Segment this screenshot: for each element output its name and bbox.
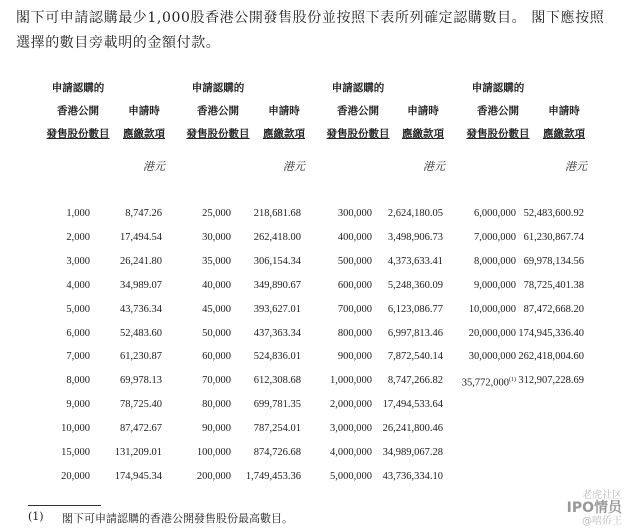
amount-cell: 262,418,004.60 [518,351,584,363]
amount-cell: 306,154.34 [253,255,301,267]
shares-cell: 500,000 [337,255,372,267]
shares-cell: 9,000 [66,399,90,411]
amount-cell: 349,890.67 [253,279,301,291]
shares-column-2 [180,202,231,489]
amount-cell: 2,624,180.05 [387,208,443,219]
shares-column-1 [40,202,90,489]
shares-cell: 600,000 [337,279,372,291]
amount-cell: 34,989,067.28 [382,447,443,459]
header-shares-1: 申請認購的 香港公開 發售股份數目 [46,82,110,140]
amount-cell: 52,483.60 [120,327,162,339]
amount-cell: 69,978,134.56 [523,255,584,267]
shares-cell: 100,000 [196,447,231,459]
shares-column-4 [450,202,516,396]
shares-cell: 3,000 [66,255,90,267]
amount-cell: 87,472.67 [120,423,162,435]
shares-cell: 6,000,000 [474,208,516,219]
amount-cell: 78,725,401.38 [523,279,584,291]
amount-cell: 262,418.00 [253,231,301,243]
shares-cell: 35,772,000$^{(1)}$ [461,377,516,389]
shares-cell: 9,000,000 [474,279,516,291]
shares-cell: 10,000 [61,423,90,435]
shares-cell: 5,000,000 [330,470,372,482]
shares-cell: 1,000,000 [330,375,372,387]
amount-cell: 787,254.01 [253,423,301,435]
amount-cell: 34,989.07 [120,279,162,291]
amount-cell: 874,726.68 [253,447,301,459]
unit-label-1: 港元 [143,160,165,173]
amount-cell: 26,241.80 [120,255,162,267]
amount-cell: 61,230.87 [120,351,162,363]
amount-cell: 4,373,633.41 [387,255,443,267]
header-amount-1: 申請時 應繳款項 [123,105,165,140]
amount-cell: 312,907,228.69 [518,375,584,387]
shares-cell: 15,000 [61,447,90,459]
amount-cell: 612,308.68 [253,375,301,387]
amount-cell: 26,241,800.46 [382,423,443,435]
shares-cell: 4,000,000 [330,447,372,459]
amount-cell: 524,836.01 [253,351,301,363]
watermark-line3: @嘻侨王 [582,516,622,527]
shares-cell: 1,000 [66,208,90,219]
shares-column-3 [316,202,372,489]
shares-cell: 8,000 [66,375,90,387]
amount-cell: 6,123,086.77 [387,303,443,315]
shares-cell: 30,000 [202,231,231,243]
shares-cell: 5,000 [66,303,90,315]
shares-cell: 20,000,000 [468,327,516,339]
header-amount-2: 申請時 應繳款項 [263,105,305,140]
shares-cell: 7,000,000 [474,231,516,243]
amount-cell: 69,978.13 [120,375,162,387]
shares-cell: 200,000 [196,470,231,482]
amount-column-1 [100,202,162,489]
header-amount-3: 申請時 應繳款項 [402,105,444,140]
watermark [567,489,622,528]
amount-column-2 [236,202,301,489]
shares-cell: 60,000 [202,351,231,363]
footnote-ref: (1) [509,377,516,384]
shares-cell: 90,000 [202,423,231,435]
shares-cell: 4,000 [66,279,90,291]
footnote-text: 閣下可申請認購的香港公開發售股份最高數目。 [62,512,293,525]
amount-cell: 3,498,906.73 [387,231,443,243]
amount-cell: 1,749,453.36 [245,470,301,482]
amount-cell: 61,230,867.74 [523,231,584,243]
shares-cell: 8,000,000 [474,255,516,267]
shares-cell: 30,000,000 [468,351,516,363]
amount-cell: 5,248,360.09 [387,279,443,291]
shares-cell: 50,000 [202,327,231,339]
amount-cell: 393,627.01 [253,303,301,315]
amount-cell: 78,725.40 [120,399,162,411]
amount-column-4 [516,202,584,393]
amount-cell: 52,483,600.92 [523,208,584,219]
shares-cell: 80,000 [202,399,231,411]
watermark-line1: 老虎社区 [582,490,622,501]
unit-label-2: 港元 [283,160,305,173]
header-amount-4: 申請時 應繳款項 [543,105,585,140]
amount-column-3 [374,202,443,489]
amount-cell: 87,472,668.20 [523,303,584,315]
amount-cell: 699,781.35 [253,399,301,411]
amount-cell: 174,945.34 [114,470,162,482]
shares-cell: 20,000 [61,470,90,482]
watermark-line2: IPO情员 [566,500,622,516]
intro-paragraph: 閣下可申請認購最少1,000股香港公開發售股份並按照下表所列確定認購數目。 閣下應按照選擇的數目旁載明的金額付款。 [16,10,605,51]
shares-cell: 25,000 [202,208,231,219]
amount-cell: 17,494,533.64 [382,399,443,411]
amount-cell: 174,945,336.40 [518,327,584,339]
header-shares-3: 申請認購的 香港公開 發售股份數目 [326,82,390,140]
amount-cell: 43,736.34 [120,303,162,315]
footnote-mark: (1) [28,510,44,523]
amount-cell: 8,747.26 [125,208,162,219]
header-shares-4: 申請認購的 香港公開 發售股份數目 [466,82,530,140]
amount-cell: 7,872,540.14 [387,351,443,363]
shares-cell: 400,000 [337,231,372,243]
amount-cell: 6,997,813.46 [387,327,443,339]
shares-cell: 2,000 [66,231,90,243]
shares-cell: 35,000 [202,255,231,267]
shares-cell: 45,000 [202,303,231,315]
amount-cell: 43,736,334.10 [382,470,443,482]
shares-cell: 2,000,000 [330,399,372,411]
shares-cell: 40,000 [202,279,231,291]
shares-cell: 300,000 [337,208,372,219]
footnote-divider [28,505,101,506]
amount-cell: 17,494.54 [120,231,162,243]
shares-cell: 700,000 [337,303,372,315]
shares-cell: 10,000,000 [468,303,516,315]
amount-cell: 437,363.34 [253,327,301,339]
shares-cell: 900,000 [337,351,372,363]
unit-label-3: 港元 [423,160,445,173]
amount-cell: 218,681.68 [253,208,301,219]
shares-cell: 7,000 [66,351,90,363]
shares-cell: 3,000,000 [330,423,372,435]
amount-cell: 131,209.01 [114,447,162,459]
amount-cell: 8,747,266.82 [387,375,443,387]
shares-cell: 6,000 [66,327,90,339]
shares-cell: 70,000 [202,375,231,387]
shares-cell: 800,000 [337,327,372,339]
header-shares-2: 申請認購的 香港公開 發售股份數目 [186,82,250,140]
unit-label-4: 港元 [565,160,587,173]
